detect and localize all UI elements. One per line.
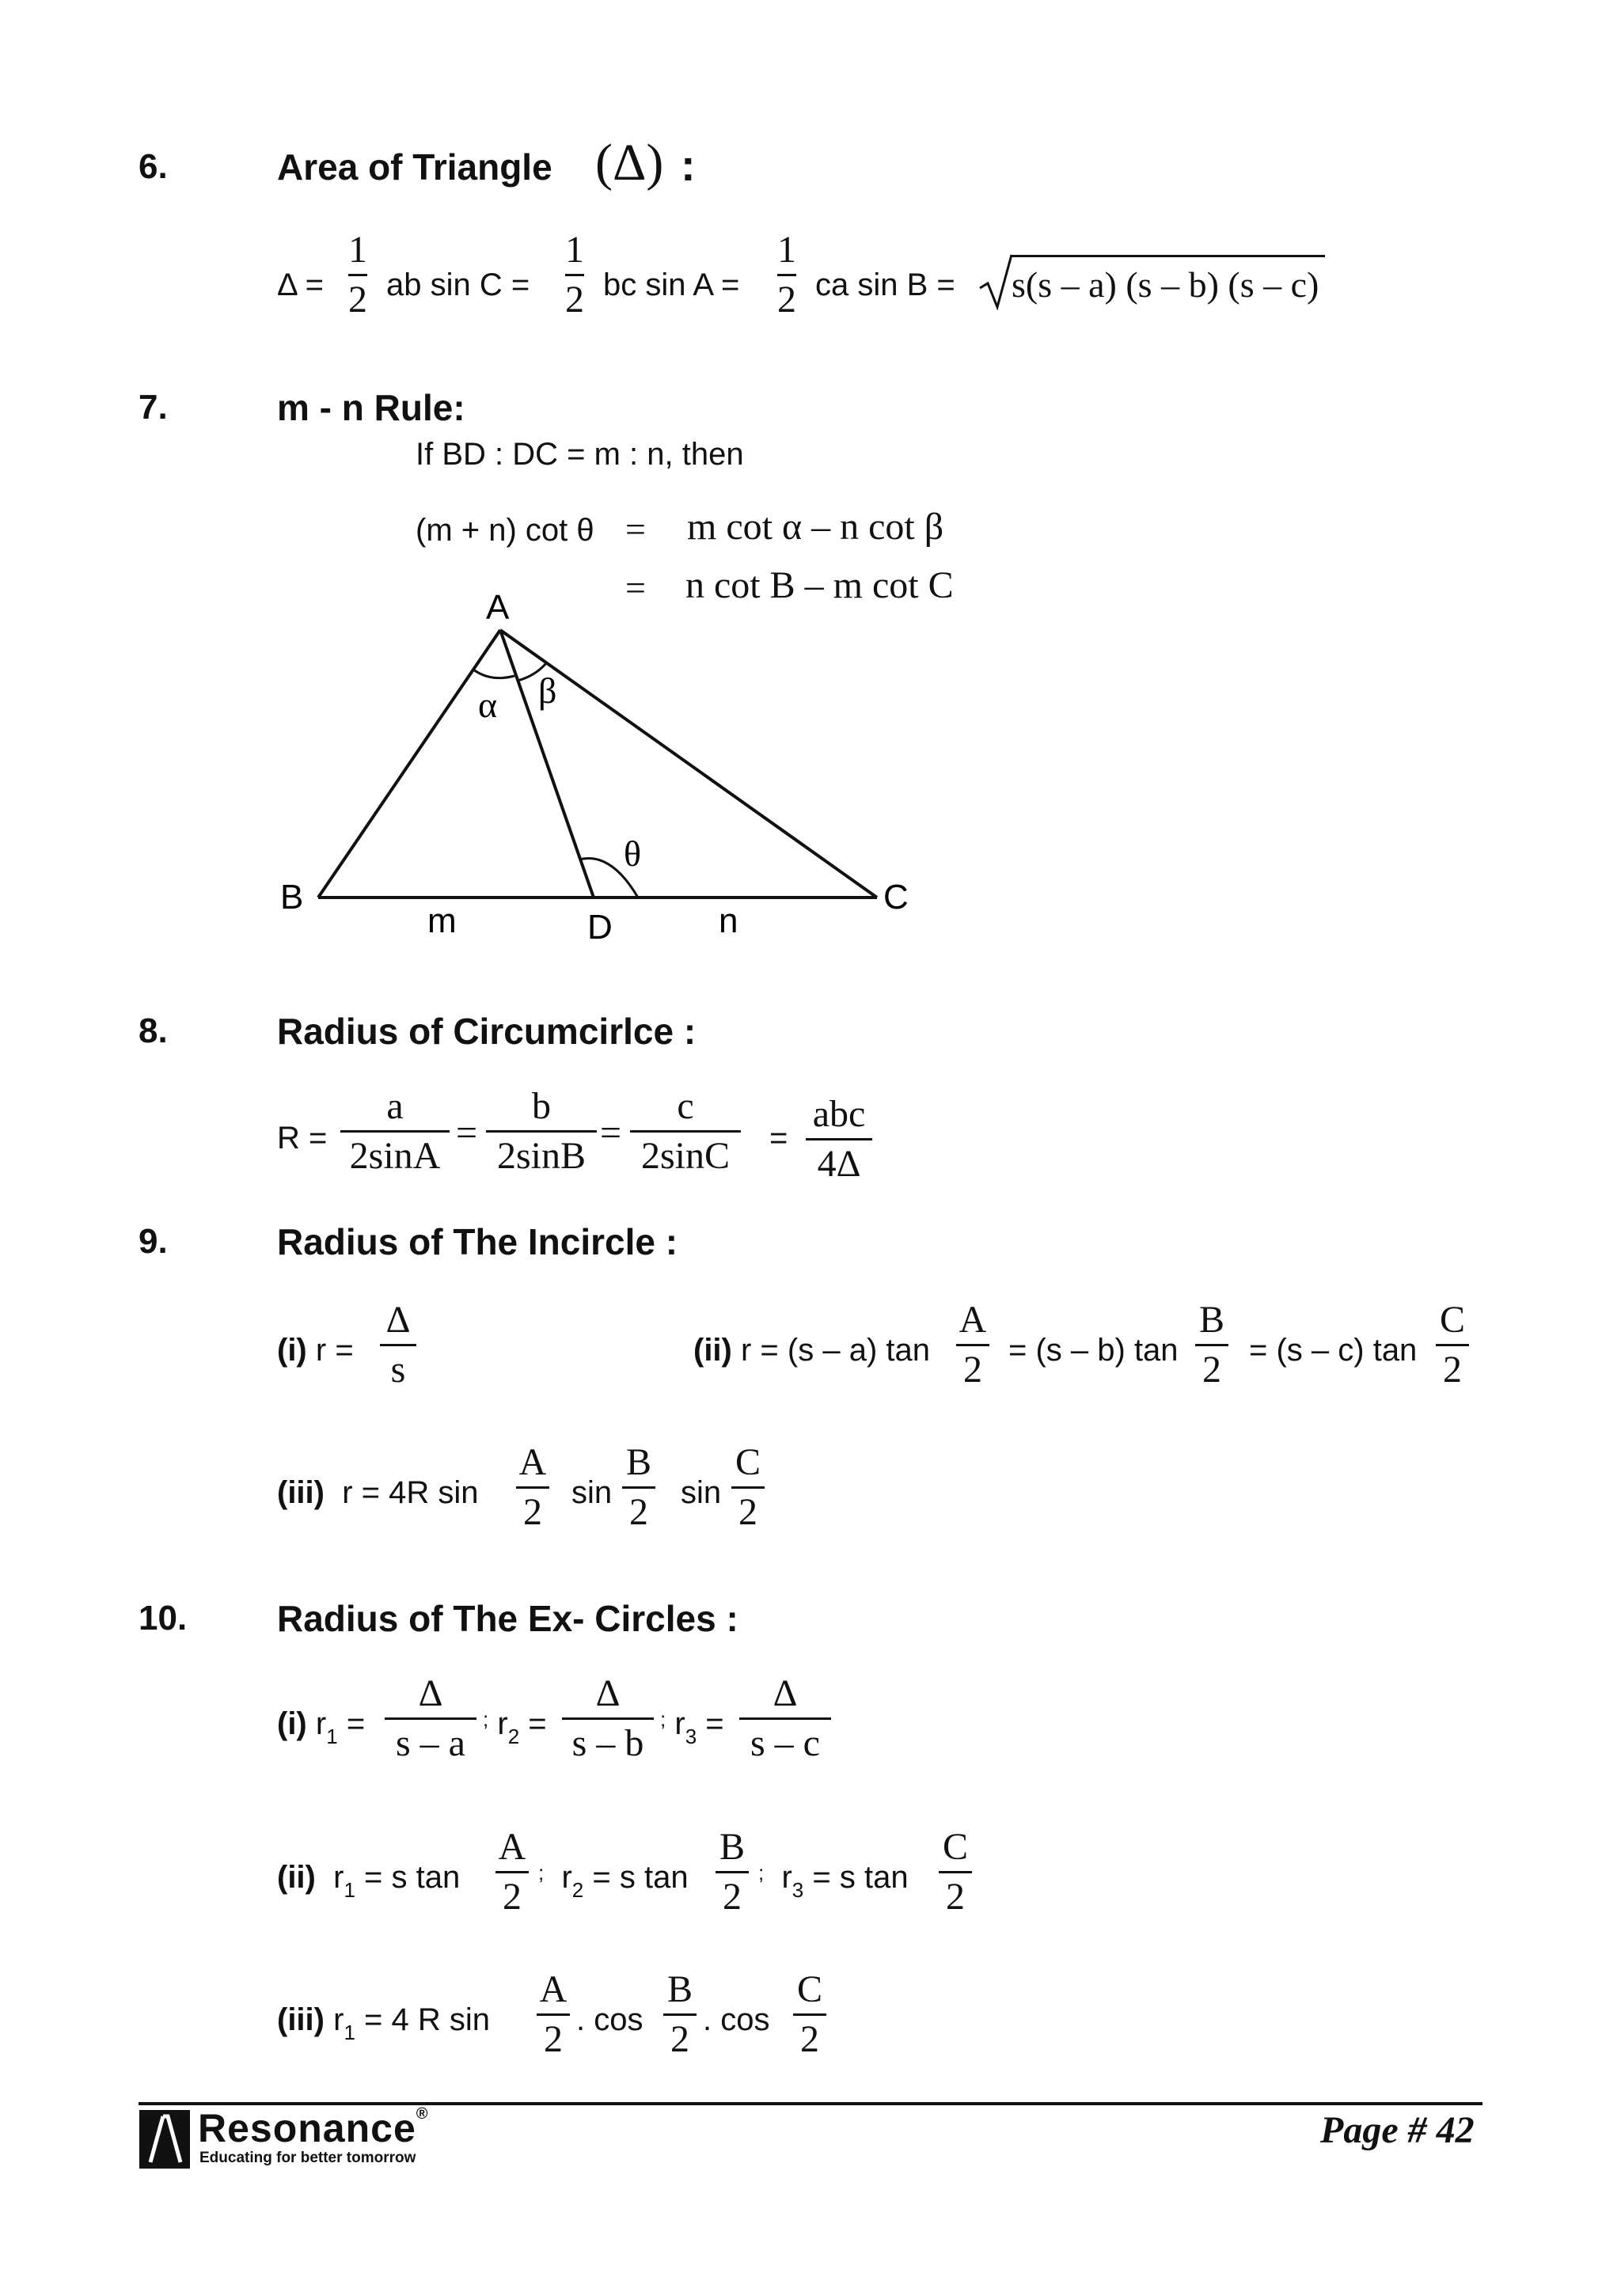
sin-label: sin xyxy=(571,1475,613,1510)
angle-alpha-arc xyxy=(473,670,514,678)
subscript: 1 xyxy=(326,1725,338,1748)
section-title: Radius of The Ex- Circles : xyxy=(277,1598,738,1639)
fraction-a-half xyxy=(495,1828,529,1916)
mn-rule-rhs-2: n cot B – m cot C xyxy=(685,564,954,606)
denominator: 2 xyxy=(565,279,584,321)
separator: ; xyxy=(538,1861,545,1884)
cos-label: . cos xyxy=(703,2002,770,2037)
fraction-half xyxy=(565,231,584,319)
mn-rule-rhs-1: m cot α – n cot β xyxy=(687,506,944,548)
fraction-half xyxy=(777,231,796,319)
numerator: Δ xyxy=(773,1672,798,1714)
fraction-bar xyxy=(486,1130,597,1133)
fraction-bar xyxy=(516,1486,549,1489)
equals-sign: = xyxy=(769,1121,788,1156)
page-number: Page # 42 xyxy=(1320,2109,1475,2151)
term-1: ab sin C = xyxy=(386,268,530,302)
point-d-label: D xyxy=(587,908,613,947)
denominator: 2 xyxy=(777,279,796,321)
registered-mark: ® xyxy=(416,2105,429,2123)
r-symbol: r xyxy=(497,1706,508,1741)
denominator: 2 xyxy=(946,1876,965,1918)
vertex-b-label: B xyxy=(280,878,304,917)
fraction-bar xyxy=(663,2013,697,2016)
fraction-abc xyxy=(806,1095,872,1183)
denominator: s – b xyxy=(571,1722,644,1764)
fraction-bar xyxy=(777,274,796,276)
numerator: Δ xyxy=(595,1672,621,1714)
denominator: 2sinC xyxy=(640,1135,731,1177)
term-3: ca sin B = xyxy=(815,268,955,302)
item-label: (ii) xyxy=(693,1333,732,1368)
sqrt-radicand xyxy=(1012,255,1325,306)
denominator: 2 xyxy=(723,1876,742,1918)
subscript: 2 xyxy=(571,1878,584,1902)
numerator: 1 xyxy=(777,229,796,271)
item-label: (i) xyxy=(277,1706,307,1741)
term: r = 4R sin xyxy=(342,1475,479,1510)
fraction-half xyxy=(348,231,367,319)
separator: ; xyxy=(483,1707,489,1731)
fraction-delta-s xyxy=(380,1301,416,1389)
brand-text: Resonance xyxy=(198,2106,416,2150)
numerator: B xyxy=(666,1968,693,2010)
fraction-bar xyxy=(739,1717,831,1720)
subscript: 1 xyxy=(344,2021,355,2044)
numerator: C xyxy=(1439,1299,1465,1341)
numerator: b xyxy=(532,1085,551,1127)
segment-m-label: m xyxy=(427,901,457,940)
circumradius-lhs: R = xyxy=(277,1121,328,1156)
denominator: s – a xyxy=(396,1722,465,1764)
fraction-c-half xyxy=(1436,1301,1469,1389)
item-label: (ii) xyxy=(277,1860,316,1895)
section-number: 7. xyxy=(139,388,168,427)
section-title: m - n Rule: xyxy=(277,387,465,428)
numerator: C xyxy=(796,1968,822,2010)
vertex-a-label: A xyxy=(486,588,510,627)
item-label: (iii) xyxy=(277,1475,325,1510)
item-label: (i) xyxy=(277,1333,307,1368)
brand-tagline: Educating for better tomorrow xyxy=(199,2150,416,2166)
brand-name xyxy=(198,2105,429,2151)
r-symbol: r xyxy=(561,1860,572,1895)
fraction-bar xyxy=(348,274,367,276)
term: = s tan xyxy=(364,1860,461,1895)
denominator: 2 xyxy=(738,1491,757,1533)
theta-label: θ xyxy=(624,833,642,874)
section-number: 8. xyxy=(139,1011,168,1050)
denominator: 2 xyxy=(544,2018,563,2060)
numerator: B xyxy=(719,1826,745,1868)
fraction-c-half xyxy=(939,1828,972,1916)
denominator: 2sinB xyxy=(496,1135,587,1177)
section-title: Radius of The Incircle : xyxy=(277,1221,678,1262)
sqrt-icon xyxy=(978,253,1013,310)
denominator: 2 xyxy=(963,1349,982,1391)
sin-label: sin xyxy=(681,1475,722,1510)
numerator: B xyxy=(1198,1299,1224,1341)
subscript: 3 xyxy=(792,1878,804,1902)
numerator: B xyxy=(625,1441,651,1483)
fraction-bar xyxy=(806,1138,872,1140)
resonance-logo-icon xyxy=(139,2110,190,2169)
colon: : xyxy=(681,140,696,190)
term: = s tan xyxy=(812,1860,909,1895)
separator: ; xyxy=(758,1861,765,1884)
numerator: A xyxy=(539,1968,568,2010)
alpha-label: α xyxy=(478,685,498,725)
r3-lhs xyxy=(660,1706,724,1748)
fraction-bar xyxy=(939,1871,972,1873)
numerator: Δ xyxy=(385,1299,411,1341)
term: = s tan xyxy=(592,1860,689,1895)
r3-expr xyxy=(758,1860,909,1902)
r-symbol: r xyxy=(315,1706,327,1741)
numerator: c xyxy=(677,1085,694,1127)
fraction-c xyxy=(630,1087,741,1175)
numerator: a xyxy=(386,1085,404,1127)
item-ii xyxy=(693,1333,930,1368)
fraction-bar xyxy=(562,1717,654,1720)
denominator: 2 xyxy=(800,2018,819,2060)
denominator: 2 xyxy=(503,1876,522,1918)
section-title: Area of Triangle xyxy=(277,146,552,188)
fraction-a-half xyxy=(537,1968,570,2060)
term: r = (s – a) tan xyxy=(741,1333,930,1368)
fraction-bar xyxy=(495,1871,529,1873)
fraction-delta-s-a xyxy=(385,1672,476,1764)
fraction-bar xyxy=(731,1486,765,1489)
item-label: (iii) xyxy=(277,2002,325,2037)
fraction-bar xyxy=(622,1486,655,1489)
beta-label: β xyxy=(538,670,557,711)
r-symbol: r xyxy=(333,2002,344,2037)
heron-expression: s(s – a) (s – b) (s – c) xyxy=(1012,264,1319,305)
r-symbol: r xyxy=(333,1860,344,1895)
denominator: 2 xyxy=(523,1491,542,1533)
fraction-delta-s-c xyxy=(739,1672,831,1764)
fraction-bar xyxy=(793,2013,826,2016)
numerator: Δ xyxy=(418,1672,443,1714)
fraction-a xyxy=(340,1087,450,1175)
denominator: 2 xyxy=(1202,1349,1221,1391)
numerator: A xyxy=(959,1299,987,1341)
r2-expr xyxy=(538,1860,689,1902)
section-number: 10. xyxy=(139,1599,188,1638)
fraction-b-half xyxy=(1195,1301,1228,1389)
equals-sign: = xyxy=(528,1706,547,1741)
fraction-b xyxy=(486,1087,597,1175)
section-number: 9. xyxy=(139,1222,168,1261)
section-number: 6. xyxy=(139,147,168,186)
fraction-bar xyxy=(537,2013,570,2016)
equals-sign: = xyxy=(456,1112,478,1154)
fraction-c-half xyxy=(731,1441,765,1533)
fraction-bar xyxy=(716,1871,749,1873)
numerator: 1 xyxy=(565,229,584,271)
equals-sign: = xyxy=(625,509,646,549)
fraction-b-half xyxy=(716,1828,749,1916)
item-ii xyxy=(277,1860,461,1902)
fraction-b-half xyxy=(663,1968,697,2060)
fraction-bar xyxy=(340,1130,450,1133)
denominator: s xyxy=(390,1349,406,1391)
term: = (s – b) tan xyxy=(1008,1333,1179,1368)
mn-rule-lhs: (m + n) cot θ xyxy=(416,513,594,548)
fraction-bar xyxy=(385,1717,476,1720)
denominator: 2 xyxy=(670,2018,689,2060)
item-iii xyxy=(277,2002,490,2044)
fraction-a-half xyxy=(956,1301,989,1389)
fraction-delta-s-b xyxy=(562,1672,654,1764)
numerator: A xyxy=(518,1441,547,1483)
area-lhs: Δ = xyxy=(277,268,324,302)
numerator: 1 xyxy=(348,229,367,271)
r-symbol: r xyxy=(674,1706,685,1741)
vertex-c-label: C xyxy=(883,878,909,917)
fraction-b-half xyxy=(622,1441,655,1533)
numerator: abc xyxy=(812,1093,866,1135)
fraction-bar xyxy=(630,1130,741,1133)
item-i xyxy=(277,1333,354,1368)
fraction-a-half xyxy=(516,1441,549,1533)
section-title: Radius of Circumcirlce : xyxy=(277,1011,697,1052)
fraction-bar xyxy=(1436,1344,1469,1346)
r-symbol: r xyxy=(781,1860,792,1895)
r2-lhs xyxy=(483,1706,547,1748)
term-2: bc sin A = xyxy=(603,268,740,302)
subscript: 2 xyxy=(507,1725,520,1748)
numerator: A xyxy=(498,1826,526,1868)
equals-sign: = xyxy=(346,1706,366,1741)
equals-sign: = xyxy=(625,567,646,608)
equals-sign: = xyxy=(705,1706,724,1741)
denominator: s – c xyxy=(750,1722,820,1764)
fraction-bar xyxy=(565,274,584,276)
triangle-figure xyxy=(269,578,966,950)
term: = (s – c) tan xyxy=(1249,1333,1418,1368)
fraction-bar xyxy=(1195,1344,1228,1346)
subscript: 3 xyxy=(685,1725,697,1748)
separator: ; xyxy=(660,1707,666,1731)
segment-n-label: n xyxy=(719,901,738,940)
equals-sign: = xyxy=(600,1112,622,1154)
denominator: 2 xyxy=(348,279,367,321)
fraction-bar xyxy=(380,1344,416,1346)
inradius-lhs: r = xyxy=(315,1333,354,1368)
fraction-c-half xyxy=(793,1968,826,2060)
cos-label: . cos xyxy=(576,2002,643,2037)
fraction-bar xyxy=(956,1344,989,1346)
item-iii xyxy=(277,1475,479,1511)
numerator: C xyxy=(942,1826,968,1868)
denominator: 2sinA xyxy=(349,1135,441,1177)
condition-text: If BD : DC = m : n, then xyxy=(416,437,744,472)
denominator: 2 xyxy=(1443,1349,1462,1391)
subscript: 1 xyxy=(344,1878,355,1902)
term: = 4 R sin xyxy=(364,2002,490,2037)
denominator: 4Δ xyxy=(817,1143,861,1185)
delta-symbol: (Δ) xyxy=(595,134,664,192)
denominator: 2 xyxy=(629,1491,648,1533)
numerator: C xyxy=(735,1441,761,1483)
item-i xyxy=(277,1706,366,1748)
